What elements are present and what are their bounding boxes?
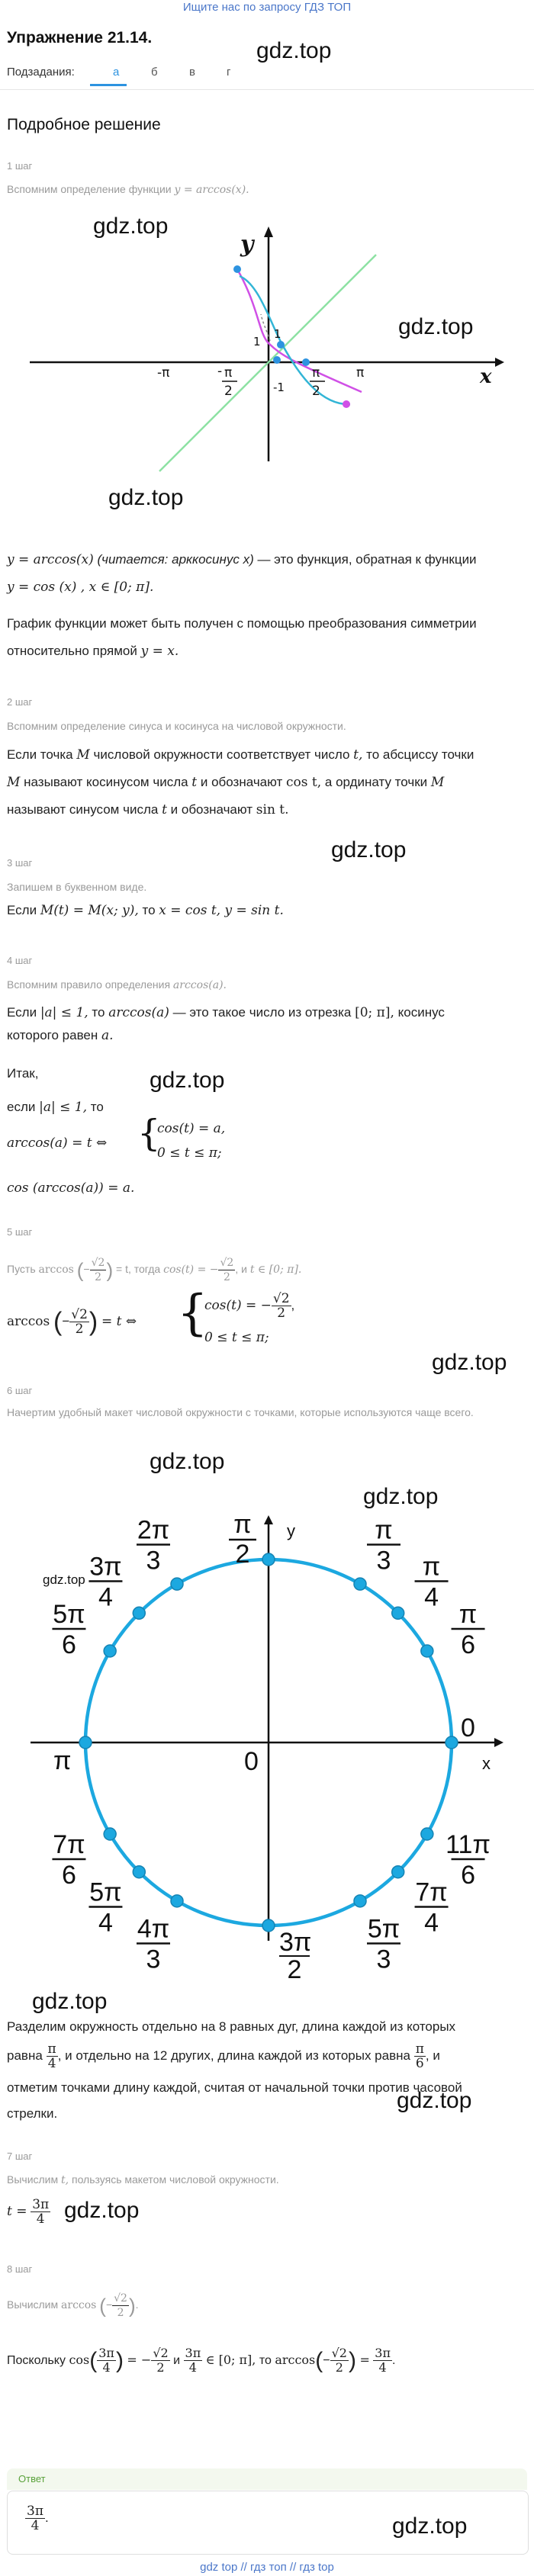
- step6-text-1: Разделим окружность отдельно на 8 равных дуг, длина каждой из которых: [7, 2019, 456, 2034]
- graph-point: [302, 358, 310, 366]
- active-tab-indicator: [90, 84, 127, 86]
- svg-text:1: 1: [274, 327, 281, 341]
- svg-text:-1: -1: [273, 381, 285, 394]
- watermark: gdz.top: [256, 38, 332, 63]
- watermark: gdz.top: [392, 2513, 468, 2539]
- step4-system: arccos(a) = t ⇔: [7, 1135, 108, 1151]
- origin-label: 0: [244, 1747, 259, 1776]
- svg-text:2: 2: [312, 384, 320, 399]
- circle-label-denominator: 3: [376, 1546, 391, 1575]
- watermark: gdz.top: [64, 2198, 140, 2223]
- circle-point: [262, 1553, 275, 1566]
- circle-label-numerator: π: [458, 1600, 478, 1629]
- step-label-3: 3 шаг: [7, 857, 33, 869]
- circle-point: [354, 1895, 366, 1907]
- step4-system-row2: 0 ≤ t ≤ π;: [157, 1145, 222, 1161]
- step-label-8: 8 шаг: [7, 2263, 33, 2275]
- pi-label: π: [53, 1746, 72, 1775]
- svg-text:-: -: [217, 364, 223, 379]
- circle-label-denominator: 3: [146, 1945, 161, 1974]
- circle-label-denominator: 4: [98, 1582, 113, 1612]
- zero-label: 0: [461, 1714, 475, 1742]
- step-label-4: 4 шаг: [7, 955, 33, 966]
- graph-point: [343, 400, 350, 408]
- graph-point: [233, 265, 241, 273]
- circle-label-numerator: 5π: [367, 1914, 400, 1944]
- circle-point: [354, 1578, 366, 1590]
- watermark: gdz.top: [397, 2088, 472, 2113]
- step4-if: если |a| ≤ 1, то: [7, 1100, 104, 1115]
- step6-text-2: равна $\frac{\pi}{4}$ , и отдельно на 12 других, длина каждой из которых равна $\frac{\pi}{6}$ , и: [7, 2041, 440, 2072]
- svg-text:π: π: [312, 365, 320, 381]
- watermark: gdz.top: [150, 1449, 225, 1474]
- step6-intro: Начертим удобный макет числовой окружности с точками, которые используются чаще всего.: [7, 1406, 474, 1418]
- system-brace: {: [137, 1112, 161, 1155]
- three-pi-over-two-label: 3π 2: [279, 1928, 312, 1984]
- watermark: gdz.top: [150, 1068, 225, 1093]
- graph-point: [273, 356, 281, 364]
- circle-label-denominator: 6: [461, 1861, 476, 1890]
- step5-intro: Пусть arccos (− $\frac{√2}{2}$ ) = t, тогда cos(t) = − $\frac{√2}{2}$ , и t ∈ [0; π].: [7, 1256, 302, 1283]
- svg-text:1: 1: [253, 335, 261, 348]
- step2-intro: Вспомним определение синуса и косинуса на числовой окружности.: [7, 720, 346, 732]
- step1-text-2: y = cos (x) , x ∈ [0; π].: [7, 580, 154, 595]
- system-brace: {: [177, 1285, 208, 1341]
- circle-point: [104, 1828, 116, 1840]
- circle-label-denominator: 4: [424, 1582, 439, 1612]
- step2-text-1: Если точка M числовой окружности соответствует число t, то абсциссу точки: [7, 747, 474, 763]
- step5-system-row2: 0 ≤ t ≤ π;: [204, 1330, 269, 1345]
- circle-point: [262, 1919, 275, 1932]
- x-axis-label: x: [480, 365, 492, 388]
- circle-point: [171, 1578, 183, 1590]
- step4-text-2: которого равен a.: [7, 1028, 114, 1043]
- watermark: gdz.top: [43, 1572, 85, 1587]
- section-title: Подробное решение: [7, 116, 161, 133]
- circle-point: [392, 1607, 404, 1619]
- exercise-title: Упражнение 21.14.: [7, 29, 153, 47]
- circle-label-numerator: 5π: [53, 1600, 85, 1629]
- step4-final: cos (arccos(a)) = a.: [7, 1180, 135, 1196]
- step3-intro: Запишем в буквенном виде.: [7, 881, 147, 893]
- graph-point: [277, 341, 285, 348]
- circle-label-denominator: 3: [146, 1546, 161, 1575]
- step7-intro: Вычислим t, пользуясь макетом числовой окружности.: [7, 2173, 279, 2186]
- step4-text-1: Если |a| ≤ 1, то arccos(a) — это такое число из отрезка [0; π], косинус: [7, 1005, 445, 1020]
- tab-b[interactable]: б: [151, 66, 158, 79]
- step5-system-row1: cos(t) = − $\frac{√2}{2}$ ,: [204, 1291, 295, 1322]
- step-label-5: 5 шаг: [7, 1226, 33, 1238]
- step5-system: arccos (− $\frac{√2}{2}$ ) = t ⇔: [7, 1307, 137, 1338]
- circle-label-denominator: 6: [61, 1630, 76, 1659]
- bottom-links[interactable]: gdz top // гдз топ // гдз top: [200, 2561, 334, 2574]
- circle-label-denominator: 4: [98, 1908, 113, 1938]
- circle-point: [446, 1736, 458, 1749]
- circle-label-numerator: 2π: [137, 1515, 170, 1545]
- svg-text:π: π: [356, 365, 365, 381]
- step8-text: Поскольку cos( $\frac{3\pi}{4}$ ) = − $\frac{√2}{2}$ и $\frac{3\pi}{4}$ ∈ [0; π], то arccos(− $\frac{√2}{2}$ ) = $\frac{3\pi}{4}$ .: [7, 2346, 396, 2375]
- step8-intro: Вычислим arccos (− $\frac{√2}{2}$ ).: [7, 2292, 139, 2319]
- circle-label-numerator: 5π: [89, 1877, 122, 1907]
- step1-text-3: График функции может быть получен с помощью преобразования симметрии: [7, 616, 477, 631]
- circle-point: [79, 1736, 92, 1749]
- watermark: gdz.top: [93, 214, 169, 239]
- tab-v[interactable]: в: [189, 66, 195, 79]
- circle-point: [133, 1607, 145, 1619]
- step4-intro: Вспомним правило определения arccos(a).: [7, 978, 227, 991]
- circle-label-denominator: 6: [61, 1861, 76, 1890]
- arccos-graph: [7, 200, 533, 520]
- watermark: gdz.top: [398, 314, 474, 339]
- circle-x-axis: x: [482, 1754, 491, 1773]
- circle-label-numerator: 3π: [89, 1552, 122, 1582]
- circle-label-numerator: π: [422, 1552, 441, 1582]
- step7-formula: t = $\frac{3\pi}{4}$: [7, 2197, 50, 2228]
- step6-text-3: отметим точками длину каждой, считая от начальной точки против часовой: [7, 2080, 462, 2095]
- circle-label-numerator: 11π: [446, 1830, 491, 1859]
- circle-point: [133, 1866, 145, 1878]
- subtasks-label: Подзадания:: [7, 66, 75, 79]
- step2-text-2: M называют косинусом числа t и обозначают cos t, а ординату точки M: [7, 775, 445, 790]
- circle-label-denominator: 3: [376, 1945, 391, 1974]
- step-label-1: 1 шаг: [7, 160, 33, 172]
- circle-point: [104, 1645, 116, 1657]
- step1-text-4: относительно прямой y = x.: [7, 644, 179, 659]
- circle-point: [171, 1895, 183, 1907]
- watermark: gdz.top: [432, 1350, 507, 1375]
- svg-text:π: π: [233, 1510, 252, 1539]
- step-label-2: 2 шаг: [7, 696, 33, 708]
- step4-system-row1: cos(t) = a,: [157, 1121, 226, 1136]
- step4-itak: Итак,: [7, 1066, 39, 1081]
- circle-label-denominator: 6: [461, 1630, 476, 1659]
- svg-text:2: 2: [235, 1540, 250, 1569]
- step-label-6: 6 шаг: [7, 1385, 33, 1396]
- circle-point: [421, 1645, 433, 1657]
- watermark: gdz.top: [32, 1989, 108, 2014]
- circle-label-denominator: 4: [424, 1908, 439, 1938]
- tab-g[interactable]: г: [227, 66, 231, 79]
- svg-text:2: 2: [224, 384, 233, 399]
- tab-a[interactable]: а: [113, 66, 120, 79]
- svg-text:π: π: [224, 365, 233, 381]
- step2-text-3: называют синусом числа t и обозначают sin t.: [7, 802, 289, 817]
- answer-value: $\frac{3\pi}{4}$ .: [27, 2504, 49, 2534]
- step1-text-1: y = arccos(x) (читается: арккосинус x) — это функция, обратная к функции: [7, 552, 477, 567]
- top-search-link[interactable]: Ищите нас по запросу ГДЗ ТОП: [182, 1, 352, 14]
- step1-intro: Вспомним определение функции y = arccos(x).: [7, 183, 249, 196]
- step3-text: Если M(t) = M(x; y), то x = cos t, y = sin t.: [7, 903, 284, 918]
- step-label-7: 7 шаг: [7, 2150, 33, 2162]
- watermark: gdz.top: [331, 837, 407, 862]
- circle-y-axis: y: [287, 1521, 295, 1540]
- divider: [0, 89, 534, 90]
- circle-label-numerator: π: [375, 1515, 393, 1545]
- circle-label-numerator: 4π: [137, 1914, 170, 1944]
- svg-text:-π: -π: [157, 365, 170, 381]
- y-axis-label: y: [240, 231, 254, 258]
- watermark: gdz.top: [108, 485, 184, 510]
- circle-label-numerator: 7π: [53, 1830, 85, 1859]
- watermark: gdz.top: [363, 1484, 439, 1509]
- circle-point: [392, 1866, 404, 1878]
- circle-point: [421, 1828, 433, 1840]
- answer-label: Ответ: [7, 2468, 527, 2490]
- circle-label-numerator: 7π: [415, 1877, 448, 1907]
- step6-text-4: стрелки.: [7, 2106, 58, 2121]
